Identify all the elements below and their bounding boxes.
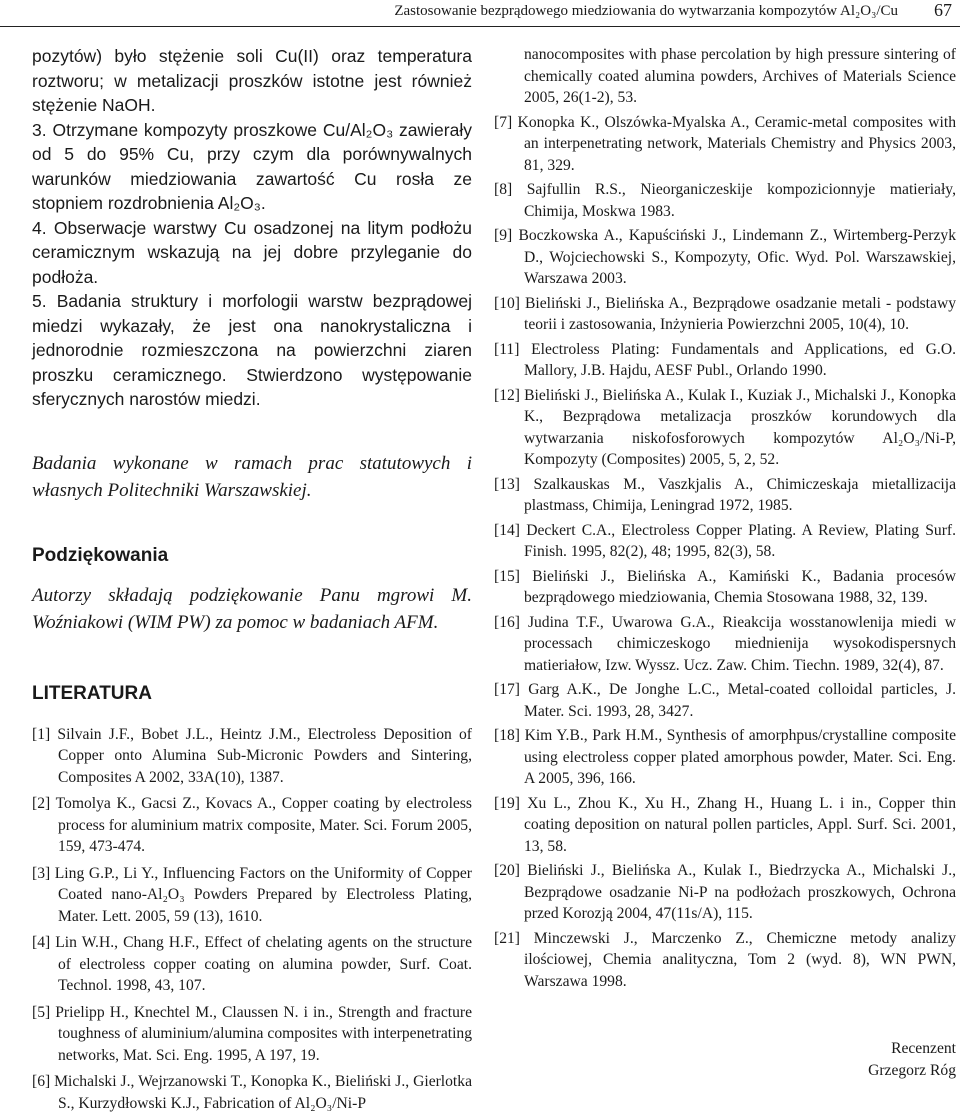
reference-item: [14] Deckert C.A., Electroless Copper Plating. A Review, Plating Surf. Finish. 1995, 82(2), 48; 1995, 82(3), 58. <box>494 521 956 560</box>
conclusion-number: 4. <box>32 217 47 238</box>
reference-item: [5] Prielipp H., Knechtel M., Claussen N. i in., Strength and fracture toughness of aluminium/alumina composites with interpenetrating networks, Mat. Sci. Eng. 1995, A 197, 19. <box>32 1003 472 1064</box>
reference-item: [3] Ling G.P., Li Y., Influencing Factors on the Uniformity of Copper Coated nano-Al₂O₃ Powders Prepared by Electroless Plating, Mater. Lett. 2005, 59 (13), 1610. <box>32 864 472 925</box>
reference-continuation: nanocomposites with phase percolation by high pressure sintering of chemically coated alumina powders, Archives of Materials Science 2005, 26(1-2), 53. <box>524 46 956 106</box>
acknowledgements-heading: Podziękowania <box>32 544 169 566</box>
conclusion-item <box>32 216 472 290</box>
left-column <box>32 44 472 1119</box>
page-number: 67 <box>934 0 952 20</box>
reference-item: [19] Xu L., Zhou K., Xu H., Zhang H., Huang L. i in., Copper thin coating deposition on natural pollen particles, Appl. Surf. Sci. 2001, 13, 58. <box>494 794 956 855</box>
conclusion-item <box>32 118 472 216</box>
reference-item: [20] Bieliński J., Bielińska A., Kulak I., Biedrzycka A., Michalski J., Bezprądowe osadzanie Ni-P na podłożach proszkowych, Ochrona przed Korozją 2004, 47(11s/A), 115. <box>494 862 956 922</box>
conclusion-item <box>32 289 472 412</box>
conclusion-text: Otrzymane kompozyty proszkowe Cu/Al₂O₃ zawierały od 5 do 95% Cu, przy czym dla porównywalnych warunków miedziowania zawartość Cu rosła ze stopniem rozdrobnienia Al₂O₃. <box>32 119 472 213</box>
conclusion-text: pozytów) było stężenie soli Cu(II) oraz temperatura roztworu; w metalizacji proszków istotne jest również stężenie NaOH. <box>32 46 472 115</box>
reference-item: [8] Sajfullin R.S., Nieorganiczeskije kompozicionnyje matieriały, Chimija, Moskwa 1983. <box>494 181 956 220</box>
references-list-left <box>32 724 472 1115</box>
references-heading: LITERATURA <box>32 682 152 704</box>
reviewer-label: Recenzent <box>891 1040 956 1057</box>
reference-item: [21] Minczewski J., Marczenko Z., Chemiczne metody analizy ilościowej, Chemia analityczna, Tom 2 (wyd. 8), WN PWN, Warszawa 1998. <box>494 929 956 990</box>
right-column <box>494 44 956 995</box>
reference-item: [12] Bieliński J., Bielińska A., Kulak I., Kuziak J., Michalski J., Konopka K., Bezprądowa metalizacja proszków korundowych dla wytwarzania niskofosforowych kompozytów Al₂O₃/Ni-P, Kompozyty (Composites) 2005, 5, 2, 52. <box>494 386 956 468</box>
conclusion-text: Obserwacje warstwy Cu osadzonej na litym podłożu ceramicznym wskazują na jej dobre przyleganie do podłoża. <box>32 217 472 287</box>
reference-item: [7] Konopka K., Olszówka-Myalska A., Ceramic-metal composites with an interpenetrating network, Materials Chemistry and Physics 2003, 81, 329. <box>494 113 956 174</box>
reference-item: [15] Bieliński J., Bielińska A., Kamiński K., Badania procesów bezprądowego miedziowania, Chemia Stosowana 1988, 32, 139. <box>494 567 956 606</box>
reviewer-block <box>868 1038 956 1082</box>
references-list-right <box>494 44 956 992</box>
running-header <box>0 0 960 27</box>
running-title: Zastosowanie bezprądowego miedziowania do wytwarzania kompozytów Al₂O₃/Cu <box>394 3 898 19</box>
conclusion-text: Badania struktury i morfologii warstw bezprądowej miedzi wykazały, że jest ona nanokrystaliczna i jednorodnie rozmieszczona na powierzchni ziaren proszku ceramicznego. Stwierdzono występowanie sferycznych narostów miedzi. <box>32 291 472 409</box>
reference-item: [17] Garg A.K., De Jonghe L.C., Metal-coated colloidal particles, J. Mater. Sci. 1993, 28, 3427. <box>494 681 956 720</box>
reviewer-name: Grzegorz Róg <box>868 1062 956 1079</box>
reference-item: [4] Lin W.H., Chang H.F., Effect of chelating agents on the structure of electroless copper coating on alumina powder, Surf. Coat. Technol. 1998, 43, 107. <box>32 934 472 994</box>
reference-item: [11] Electroless Plating: Fundamentals and Applications, ed G.O. Mallory, J.B. Hajdu, AESF Publ., Orlando 1990. <box>494 340 956 379</box>
reference-item: [9] Boczkowska A., Kapuściński J., Lindemann Z., Wirtemberg-Perzyk D., Wojciechowski S., Kompozyty, Ofic. Wyd. Pol. Warszawskiej, Warszawa 2003. <box>494 227 956 287</box>
funding-note: Badania wykonane w ramach prac statutowych i własnych Politechniki Warszawskiej. <box>32 452 472 501</box>
acknowledgements-text: Autorzy składają podziękowanie Panu mgrowi M. Woźniakowi (WIM PW) za pomoc w badaniach AFM. <box>32 584 472 633</box>
conclusion-item <box>32 44 472 118</box>
reference-item: [2] Tomolya K., Gacsi Z., Kovacs A., Copper coating by electroless process for aluminium matrix composite, Mater. Sci. Forum 2005, 159, 473-474. <box>32 795 472 855</box>
reference-item: [10] Bieliński J., Bielińska A., Bezprądowe osadzanie metali - podstawy teorii i zastosowania, Inżynieria Powierzchni 2005, 10(4), 10. <box>494 294 956 333</box>
reference-item: [18] Kim Y.B., Park H.M., Synthesis of amorphpus/crystalline composite using electroless copper plated amorphous powder, Mater. Sci. Eng. A 2005, 396, 166. <box>494 727 956 787</box>
conclusion-number: 3. <box>32 119 47 140</box>
reference-item: [1] Silvain J.F., Bobet J.L., Heintz J.M., Electroless Deposition of Copper onto Alumina Sub-Micronic Powders and Sintering, Composites A 2002, 33A(10), 1387. <box>32 725 472 786</box>
reference-item: [16] Judina T.F., Uwarowa G.A., Rieakcija wosstanowlenija miedi w processach chimiczeskogo miednienija wysokodispersnych matieriałow, Izw. Wyssz. Ucz. Zaw. Chim. Tiechn. 1989, 32(4), 87. <box>494 613 956 674</box>
reference-item: [13] Szalkauskas M., Vaszkjalis A., Chimiczeskaja mietallizacija plastmass, Chimija, Leningrad 1972, 1985. <box>494 475 956 514</box>
reference-item: [6] Michalski J., Wejrzanowski T., Konopka K., Bieliński J., Gierlotka S., Kurzydłowski K.J., Fabrication of Al₂O₃/Ni-P <box>32 1073 472 1112</box>
conclusions-list <box>32 44 472 412</box>
conclusion-number: 5. <box>32 291 47 311</box>
